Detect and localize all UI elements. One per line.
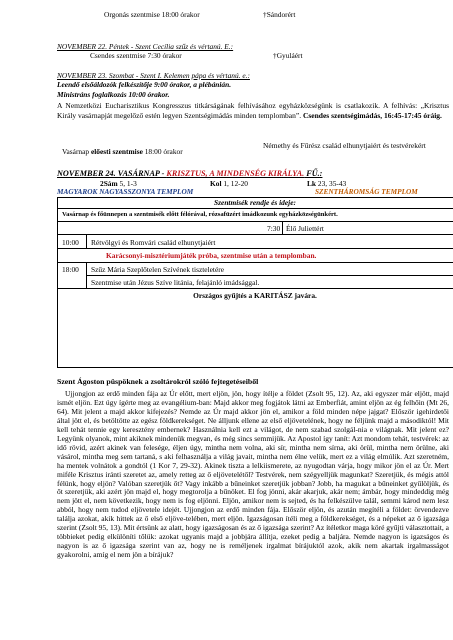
row-1-intention: Élő Juliettért (286, 224, 324, 233)
nov23-paragraph (57, 101, 449, 120)
reading-1-ref: 5, 1-3 (119, 179, 137, 188)
organ-mass-intention: †Sándorért (263, 10, 296, 19)
church-left-label: MAGYAROK NAGYASSZONYA TEMPLOM (57, 187, 194, 196)
reading-3-book: Lk (307, 179, 317, 188)
vigil-suffix: 18:00 órakor (142, 147, 183, 156)
row-4-time: 18:00 (62, 265, 79, 274)
nov23-catechesis: Leendő elsőáldozók felkészítője 9:00 órakor, a plébánián. (57, 80, 232, 89)
row-2-time: 10:00 (62, 238, 79, 247)
table-divider-5 (57, 262, 453, 263)
vigil-prefix: Vasárnap (62, 147, 91, 156)
reading-3-ref: 23, 35-43 (317, 179, 347, 188)
nov23-vigil-intention: Némethy és Fűrész család elhunytjaiért és testvérekért (263, 141, 426, 150)
article-body (57, 390, 449, 560)
nov22-mass: Csendes szentmise 7:30 órakor (90, 51, 182, 60)
organ-mass: Orgonás szentmise 18:00 órakor (104, 10, 200, 19)
table-divider-6 (86, 275, 453, 276)
nov23-heading: NOVEMBER 23. Szombat - Szent I. Kelemen pápa és vértanú. e.: (57, 71, 250, 80)
nov22-heading: NOVEMBER 22. Péntek - Szent Cecília szűz és vértanú. E.: (57, 42, 234, 51)
article-title: Szent Ágoston püspöknek a zsoltárokról szóló fejtegetéseiből (57, 377, 259, 386)
table-divider-1 (57, 208, 453, 209)
nov22-intention: †Gyuláért (273, 51, 303, 60)
litany-note: Szentmise után Jézus Szíve litánia, felajánló imádsággal. (91, 278, 260, 287)
reading-2-book: Kol (210, 179, 222, 188)
reading-2 (210, 180, 248, 189)
nov23-adoration: Csendes szentségimádás, 16:45-17:45 óráig. (302, 110, 442, 120)
table-divider-3 (57, 234, 453, 235)
nov23-vigil-mass (62, 148, 183, 157)
reading-1-book: 2Sám (100, 179, 118, 188)
nativity-rehearsal: Karácsonyi-misztériumjáték próba, szentmise után a templomban. (106, 251, 317, 260)
nov23-paragraph-text: A Nemzetközi Eucharisztikus Kongresszus titkárságának felhívásához egyházközségünk is csatlakozik. A felhívás: „Krisztus Király vasárnapját megelőző estén legyen Szentségimádás minden templomban”. (57, 101, 449, 120)
nov23-ministrants: Ministráns foglalkozás 10:00 órakor. (57, 90, 170, 99)
nov24-heading-day: NOVEMBER 24. VASÁRNAP - (57, 169, 167, 178)
vigil-bold: előesti szentmise (90, 147, 143, 156)
table-divider-4 (57, 248, 453, 249)
row-2-intention: Rétvölgyi és Romvári család elhunytjaiért (91, 238, 216, 247)
row-2-separator (86, 234, 87, 248)
row-1-separator (282, 221, 283, 234)
table-title: Szentmisék rendje és ideje: (214, 198, 296, 207)
row-4-intention: Szűz Mária Szeplőtelen Szívének tiszteletére (91, 265, 224, 274)
table-divider-2 (57, 221, 453, 222)
table-divider-7 (57, 288, 453, 289)
article-paragraph: Ujjongjon az erdő minden fája az Úr előtt, mert eljön, jön, hogy ítélje a földet (Zsolt 95, 12). Az, aki egyszer már eljött, majd ismét eljön. Ezt úgy ígérte meg az evangélium-ban: Majd akkor meg fogjátok látni az Emberfiát, amint eljön az ég felhőin (Mt 26, 64). Mit jelent a majd akkor kifejezés? Nemde az Úr majd akkor jön el, amikor a föld minden népe jajgat? Először igehirdetői által jött el, és betöltötte az egész földkerekséget. Ne álljunk ellene az első eljövetelének, hogy ne féljünk majd a másodiktól! Mit kell tehát tennie egy keresztény embernek? Használnia kell ezt a világot, de nem szabad szolgál-nia e világnak. Mit jelent ez? Legyünk olyanok, mint akiknek mindenük megvan, és még sincs semmijük. Az Apostol így tanít: Azt mondom tehát, testvérek: az idő rövid, azért akinek van felesége, éljen úgy, mintha nem volna, aki sír, mintha nem sírna, aki örül, mintha nem örülne, aki vásárol, mintha meg sem tartaná, s aki felhasználja a világ javait, mintha nem élne velük, mert ez a világ elmúlik. Azt szeretném, ha mentek volnátok a gondtól (1 Kor 7, 29-32). Akinek tiszta a lelkiismerete, az nyugodtan várja, hogy mikor jön el az Úr. Mert miféle Krisztus iránti szeretet az, amely retteg az ő eljövetelétől? Testvérek, nem szégyelljük magunkat? Szeretjük, és mégis attól félünk, hogy eljön? Valóban szeretjük őt? Vagy inkább a bűneinket szeretjük jobban? Jobb, ha magukat a bűneinket gyűlöljük, és őt szeretjük, aki azért jön majd el, hogy megtorolja a bűnöket. El fog jönni, akár akarjuk, akár nem; ámbár, hogy mindeddig még nem jött el, nem következik, hogy nem is fog eljönni. Eljön, amikor nem is sejted, és ha felkészülve talál, semmi károd nem lesz abból, hogy nem tudod eljövetele idejét. Ujjongjon az erdő minden fája. Először eljön, és azután megítéli a földet: örvendezve találja azokat, akik hittek az ő első eljöve-telében, mert eljön. Igazságosan ítéli meg a földkerekséget, és a népeket az ő igazsága szerint (Zsolt 95, 13). Mit értsünk az alatt, hogy igazságosan és az ő igazsága szerint? Az ítéletkor maga köré gyűjti választottait, a többieket pedig elkülöníti tőlük: azokat ugyanis majd a jobbjára állítja, ezeket pedig a baljára. Nemde nagyon is igazságos és nagyon is az ő igazsága szerint van az, hogy ne is reméljenek irgalmat bírájuktól azok, akik nem akartak irgalmasságot gyakorolni, amíg el nem jön a bírájuk? (57, 389, 449, 560)
reading-2-ref: 1, 12-20 (223, 179, 248, 188)
caritas-collection: Országos gyűjtés a KARITÁSZ javára. (193, 291, 317, 300)
nov24-heading-feast: KRISZTUS, A MINDENSÉG KIRÁLYA. (166, 169, 305, 178)
nov24-heading (57, 170, 322, 179)
church-right-label: SZENTHÁROMSÁG TEMPLOM (315, 187, 418, 196)
row-1-time: 7:30 (267, 224, 281, 233)
nov24-heading-tail: FŰ.: (304, 169, 323, 178)
table-note: Vasárnap és főünnepen a szentmisék előtt félórával, rózsafüzért imádkozunk egyházközségünkért. (62, 211, 338, 218)
